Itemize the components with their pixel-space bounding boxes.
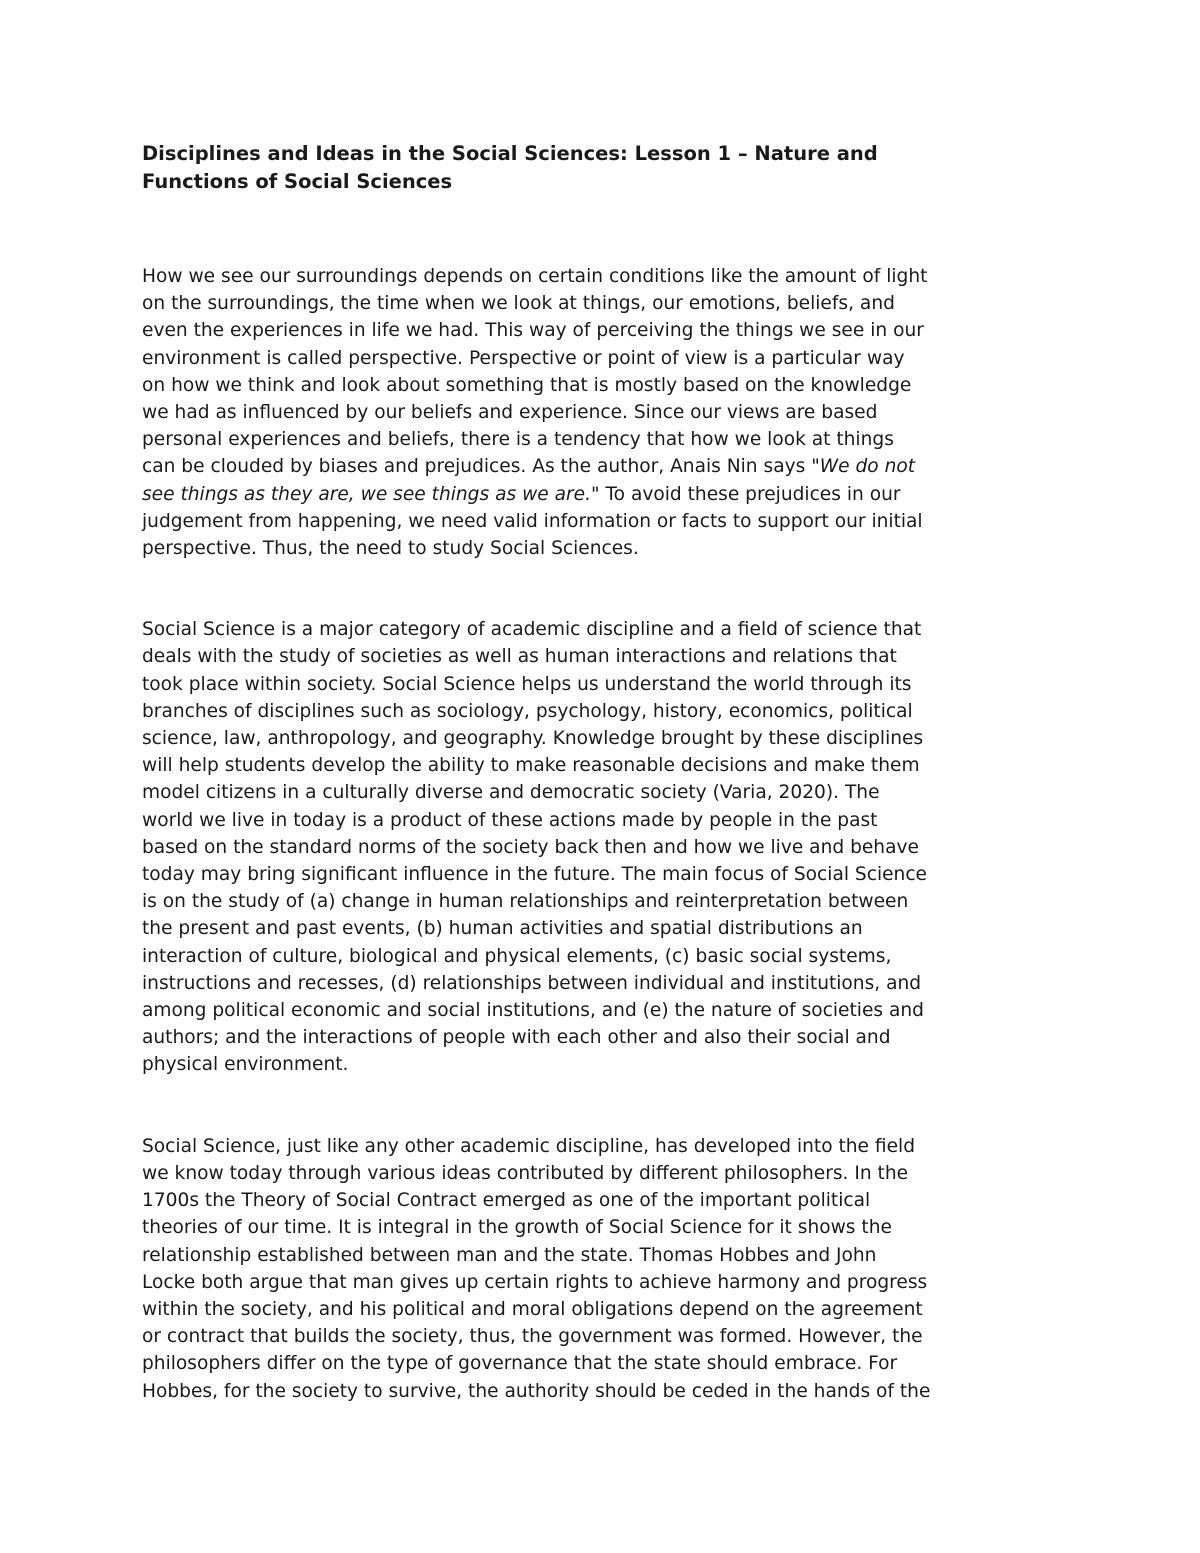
document-page xyxy=(142,140,1062,1459)
paragraph-social-contract: Social Science, just like any other academic discipline, has developed into the field we know today through various ideas contributed by different philosophers. In the 1700s the Theory of Social Contract emerged as one of the important political theories of our time. It is integral in the growth of Social Science for it shows the relationship established between man and the state. Thomas Hobbes and John Locke both argue that man gives up certain rights to achieve harmony and progress within the society, and his political and moral obligations depend on the agreement or contract that builds the society, thus, the government was formed. However, the philosophers differ on the type of governance that the state should embrace. For Hobbes, for the society to survive, the authority should be ceded in the hands of the xyxy=(142,1135,931,1402)
paragraph-perspective-continued: To avoid these prejudices in our judgement from happening, we need valid information or facts to support our initial perspective. Thus, the need to study Social Sciences. xyxy=(142,483,923,560)
paragraph-perspective xyxy=(142,263,1062,562)
anais-nin-quote: "We do not see things as they are, we see things as we are." xyxy=(142,456,916,505)
paragraph-perspective-text: How we see our surroundings depends on certain conditions like the amount of light on the surroundings, the time when we look at things, our emotions, beliefs, and even the experiences in life we had. This way of perceiving the things we see in our environment is called perspective. Perspective or point of view is a particular way on how we think and look about something that is mostly based on the knowledge we had as influenced by our beliefs and experience. Since our views are based personal experiences and beliefs, there is a tendency that how we look at things can be clouded by biases and prejudices. As the author, Anais Nin says xyxy=(142,266,928,478)
paragraph-social-science-definition: Social Science is a major category of academic discipline and a field of science that deals with the study of societies as well as human interactions and relations that took place within society. Social Science helps us understand the world through its branches of disciplines such as sociology, psychology, history, economics, political science, law, anthropology, and geography. Knowledge brought by these disciplines will help students develop the ability to make reasonable decisions and make them model citizens in a culturally diverse and democratic society (Varia, 2020). The world we live in today is a product of these actions made by people in the past based on the standard norms of the society back then and how we live and behave today may bring significant influence in the future. The main focus of Social Science is on the study of (a) change in human relationships and reinterpretation between the present and past events, (b) human activities and spatial distributions an interaction of culture, biological and physical elements, (c) basic social systems, instructions and recesses, (d) relationships between individual and institutions, and among political economic and social institutions, and (e) the nature of societies and authors; and the interactions of people with each other and also their social and physical environment. xyxy=(142,619,927,1076)
document-title: Disciplines and Ideas in the Social Sciences: Lesson 1 – Nature and Functions of Social Sciences xyxy=(142,142,878,193)
